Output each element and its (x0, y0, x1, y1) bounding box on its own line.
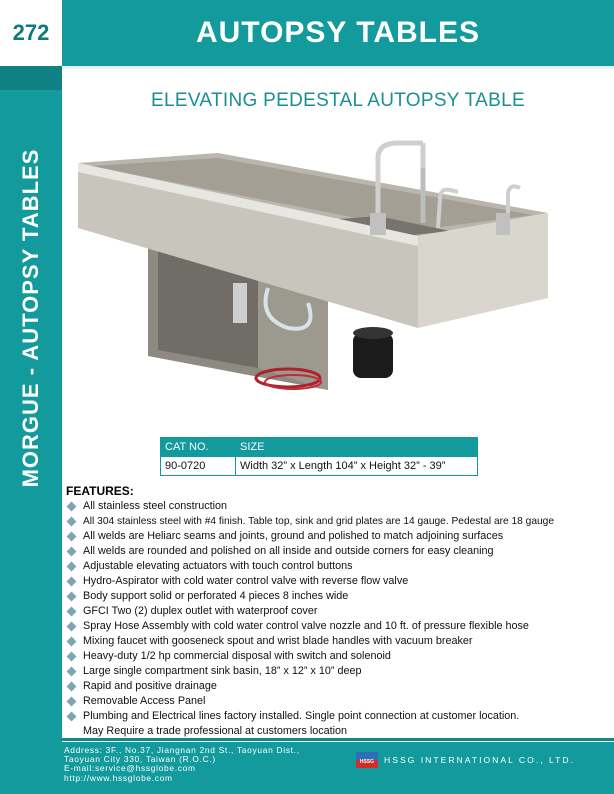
bullet-diamond-icon (67, 517, 77, 527)
list-item: Plumbing and Electrical lines factory installed. Single point connection at customer location. May Require a trade professional at customers location (64, 709, 604, 739)
address-line-2: Taoyuan City 330, Taiwan (R.O.C.) (64, 754, 216, 765)
column-header-cat-no: CAT NO. (161, 438, 236, 457)
header-divider (62, 66, 614, 69)
cat-no-cell: 90-0720 (161, 457, 236, 476)
bullet-diamond-icon (67, 682, 77, 692)
bullet-diamond-icon (67, 667, 77, 677)
bullet-diamond-icon (67, 607, 77, 617)
address-line-1: Address: 3F., No.37, Jiangnan 2nd St., Taoyuan Dist., (64, 745, 300, 755)
list-item: Body support solid or perforated 4 pieces 8 inches wide (64, 589, 604, 604)
bullet-diamond-icon (67, 562, 77, 572)
spec-table (160, 437, 478, 476)
footer-address (64, 746, 300, 783)
bullet-diamond-icon (67, 592, 77, 602)
list-item: Spray Hose Assembly with cold water control valve nozzle and 10 ft. of pressure flexible hose (64, 619, 604, 634)
side-title: MORGUE - AUTOPSY TABLES (18, 148, 43, 488)
features-heading: FEATURES: (66, 484, 134, 498)
bullet-diamond-icon (67, 547, 77, 557)
features-list (64, 499, 604, 739)
bullet-diamond-icon (67, 697, 77, 707)
autopsy-table-photo (78, 128, 578, 428)
list-item: Rapid and positive drainage (64, 679, 604, 694)
list-item: GFCI Two (2) duplex outlet with waterproof cover (64, 604, 604, 619)
header-bar (62, 0, 614, 66)
list-item: All welds are rounded and polished on all inside and outside corners for easy cleaning (64, 544, 604, 559)
sidebar-cap (0, 66, 62, 90)
table-row (161, 457, 478, 476)
size-cell: Width 32” x Length 104” x Height 32” - 39” (236, 457, 478, 476)
footer-website[interactable]: http://www.hssglobe.com (64, 772, 173, 783)
list-item: All 304 stainless steel with #4 finish. Table top, sink and grid plates are 14 gauge. Pedestal are 18 gauge (64, 514, 604, 529)
bullet-diamond-icon (67, 532, 77, 542)
list-item: Mixing faucet with gooseneck spout and wrist blade handles with vacuum breaker (64, 634, 604, 649)
bullet-diamond-icon (67, 712, 77, 722)
footer-email[interactable]: E-mail:service@hssglobe.com (64, 763, 196, 774)
list-item: Removable Access Panel (64, 694, 604, 709)
bullet-diamond-icon (67, 652, 77, 662)
list-item: Adjustable elevating actuators with touch control buttons (64, 559, 604, 574)
list-item: All welds are Heliarc seams and joints, ground and polished to match adjoining surfaces (64, 529, 604, 544)
product-subtitle: ELEVATING PEDESTAL AUTOPSY TABLE (151, 90, 525, 111)
bullet-diamond-icon (67, 622, 77, 632)
spec-table-header (161, 438, 478, 457)
bullet-diamond-icon (67, 502, 77, 512)
company-brand (356, 752, 575, 768)
page-title: AUTOPSY TABLES (195, 16, 481, 49)
bullet-diamond-icon (67, 577, 77, 587)
list-item: Heavy-duty 1/2 hp commercial disposal with switch and solenoid (64, 649, 604, 664)
footer-divider (62, 738, 614, 741)
list-item: All stainless steel construction (64, 499, 604, 514)
list-item: Large single compartment sink basin, 18” x 12” x 10” deep (64, 664, 604, 679)
page-number: 272 (0, 0, 62, 66)
feature-continuation: May Require a trade professional at customers location (83, 725, 348, 737)
logo-text: HSSG (359, 759, 375, 765)
hssg-logo-icon (356, 752, 378, 768)
company-name: HSSG INTERNATIONAL CO., LTD. (384, 755, 575, 765)
list-item: Hydro-Aspirator with cold water control valve with reverse flow valve (64, 574, 604, 589)
column-header-size: SIZE (236, 438, 478, 457)
bullet-diamond-icon (67, 637, 77, 647)
